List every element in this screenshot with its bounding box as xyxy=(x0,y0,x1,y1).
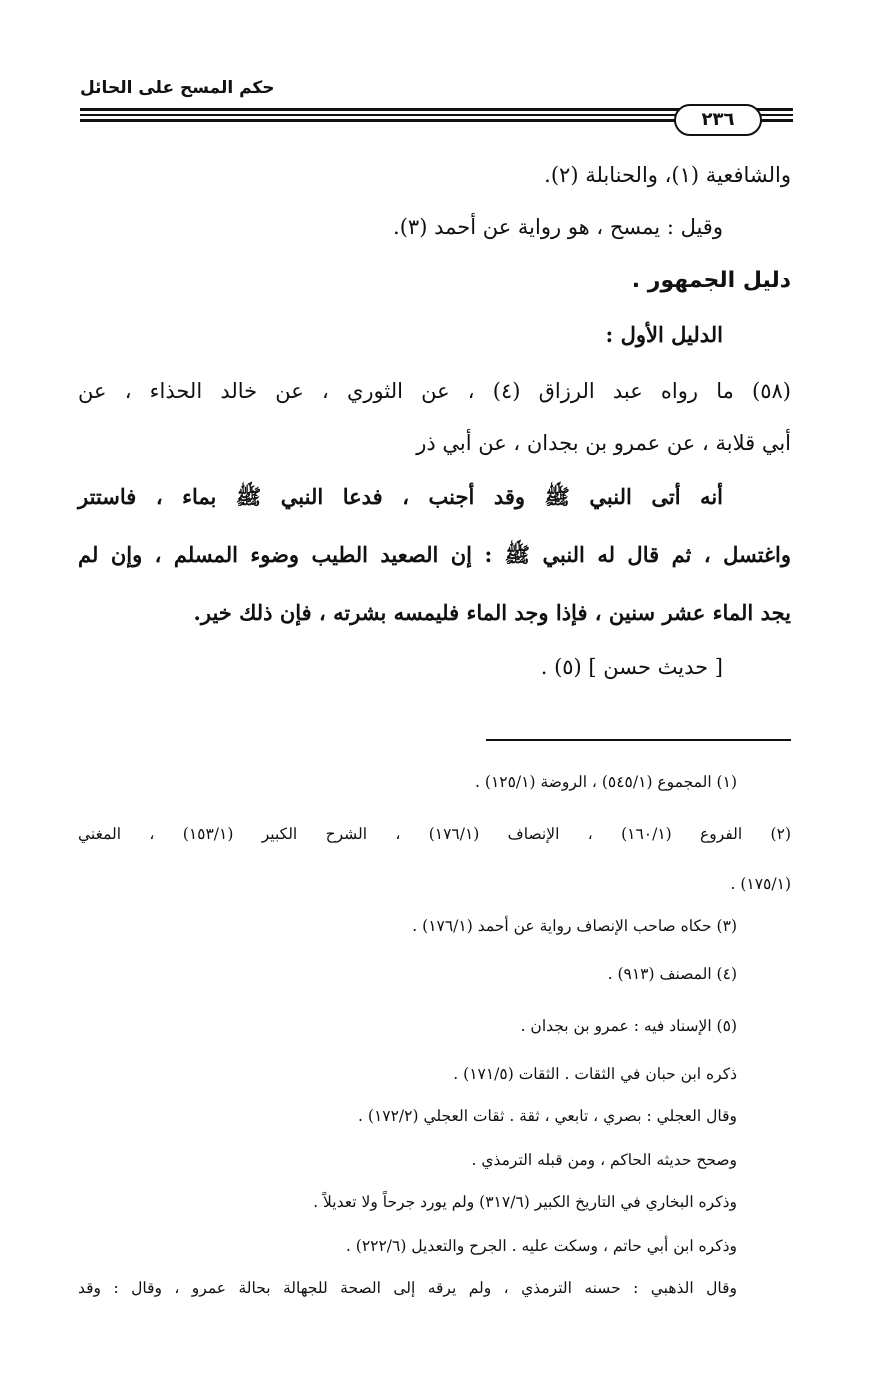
footnote-5-line-7: وقال الذهبي : حسنه الترمذي ، ولم يرقه إلى الصحة للجهالة بحالة عمرو ، وقال : وقد xyxy=(78,1279,737,1297)
footnote-1: (١) المجموع (٥٤٥/١) ، الروضة (١٢٥/١) . xyxy=(475,773,737,791)
body-line-2: وقيل : يمسح ، هو رواية عن أحمد (٣). xyxy=(393,215,723,239)
page-number-badge: ٢٣٦ xyxy=(674,104,762,136)
footnote-5-line-1: (٥) الإسناد فيه : عمرو بن بجدان . xyxy=(520,1017,737,1035)
hadith-grading: [ حديث حسن ] (٥) . xyxy=(540,655,723,679)
heading-evidence: دليل الجمهور . xyxy=(631,268,791,293)
hadith-line-3: يجد الماء عشر سنين ، فإذا وجد الماء فليمسه بشرته ، فإن ذلك خير. xyxy=(193,600,791,625)
footnote-3: (٣) حكاه صاحب الإنصاف رواية عن أحمد (١٧٦/١) . xyxy=(412,917,737,935)
body-line-1: والشافعية (١)، والحنابلة (٢). xyxy=(544,163,791,187)
hadith-line-1: أنه أتى النبي ﷺ وقد أجنب ، فدعا النبي ﷺ بماء ، فاستتر xyxy=(78,484,723,509)
footnote-5-line-3: وقال العجلي : بصري ، تابعي ، ثقة . ثقات العجلي (١٧٢/٢) . xyxy=(358,1107,737,1125)
footnote-5-line-5: وذكره البخاري في التاريخ الكبير (٣١٧/٦) ولم يورد جرحاً ولا تعديلاً . xyxy=(313,1193,737,1211)
footnote-2-line-1: (٢) الفروع (١٦٠/١) ، الإنصاف (١٧٦/١) ، الشرح الكبير (١٥٣/١) ، المغني xyxy=(78,825,791,843)
footnote-5-line-2: ذكره ابن حبان في الثقات . الثقات (١٧١/٥) . xyxy=(453,1065,737,1083)
footnote-2-line-2: (١٧٥/١) . xyxy=(730,875,791,893)
narration-line-2: أبي قلابة ، عن عمرو بن بجدان ، عن أبي ذر xyxy=(416,431,791,455)
running-title: حكم المسح على الحائل xyxy=(80,78,275,98)
footnote-separator xyxy=(486,739,791,741)
footnote-4: (٤) المصنف (٩١٣) . xyxy=(607,965,737,983)
footnote-5-line-6: وذكره ابن أبي حاتم ، وسكت عليه . الجرح والتعديل (٢٢٢/٦) . xyxy=(345,1237,737,1255)
heading-first-evidence: الدليل الأول : xyxy=(605,322,723,347)
narration-line-1: (٥٨) ما رواه عبد الرزاق (٤) ، عن الثوري ، عن خالد الحذاء ، عن xyxy=(78,379,791,403)
hadith-line-2: واغتسل ، ثم قال له النبي ﷺ : إن الصعيد الطيب وضوء المسلم ، وإن لم xyxy=(78,542,791,567)
footnote-5-line-4: وصحح حديثه الحاكم ، ومن قبله الترمذي . xyxy=(471,1151,737,1169)
